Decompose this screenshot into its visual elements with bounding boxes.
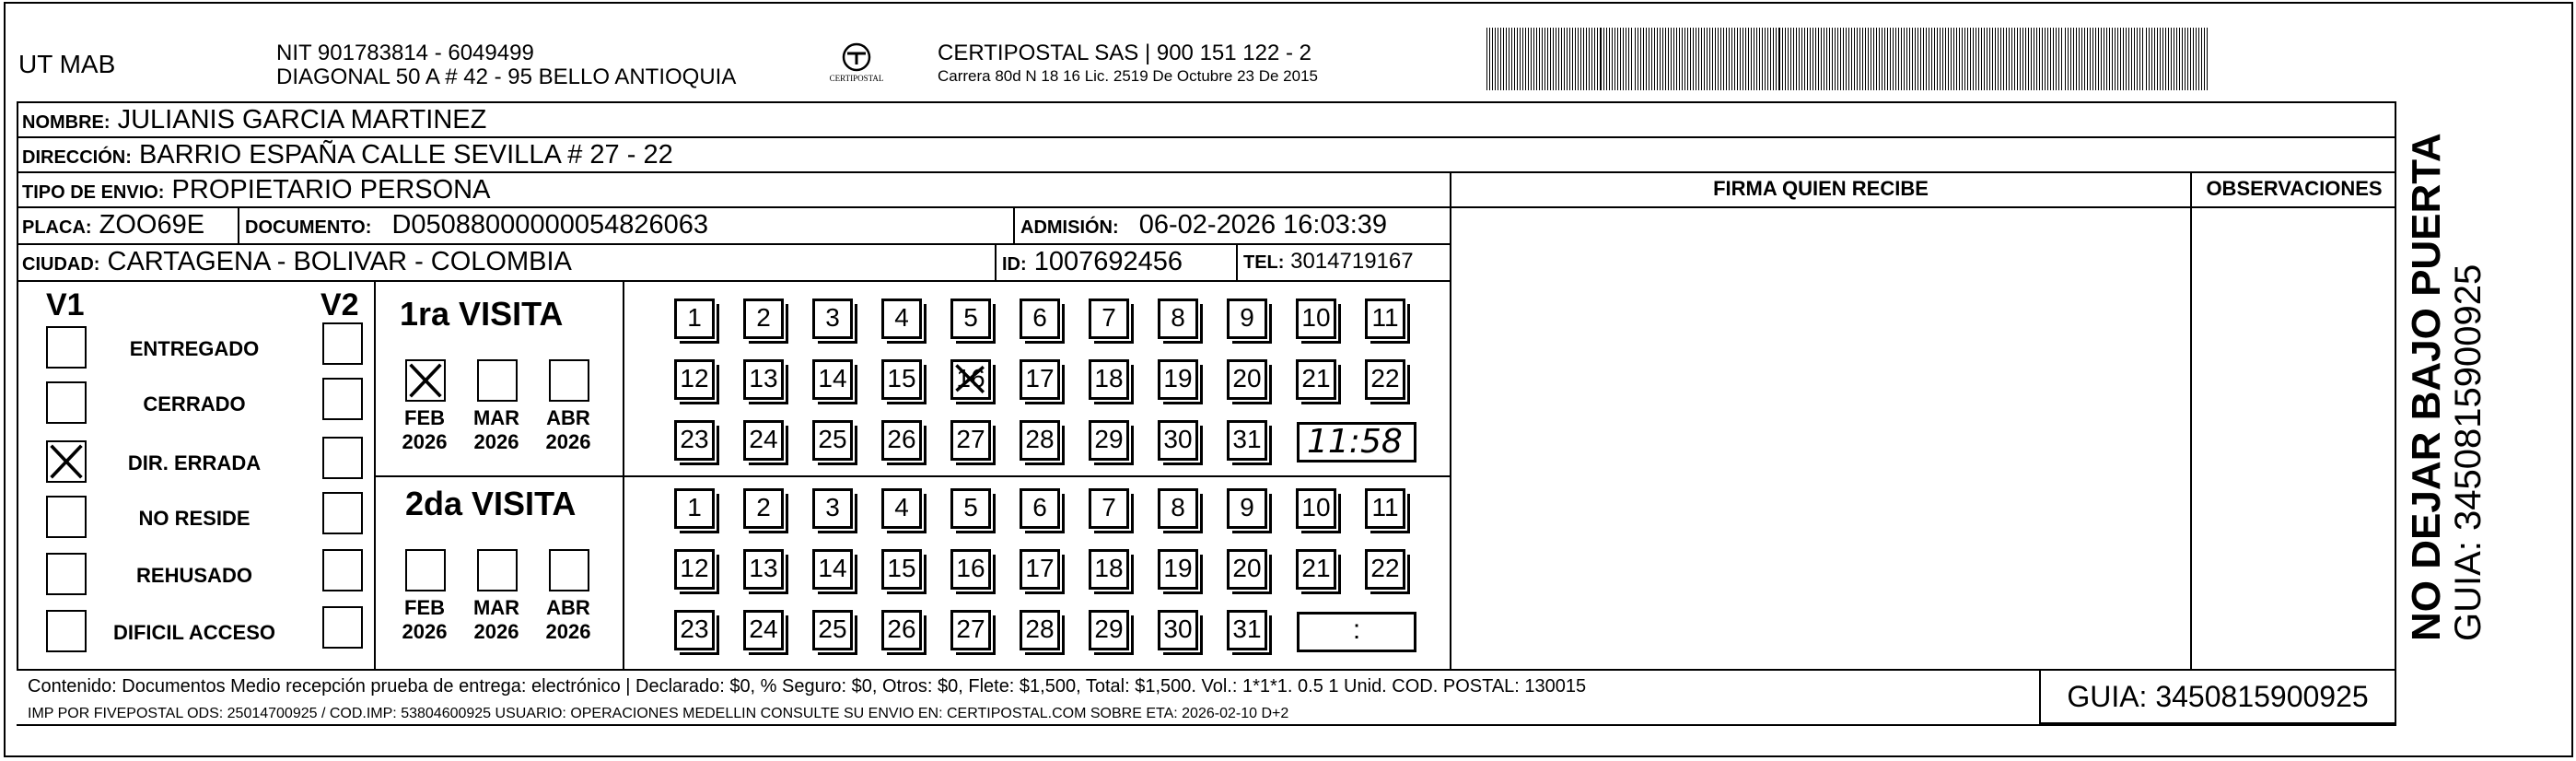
day-number: 22 bbox=[1370, 554, 1400, 582]
day-number: 31 bbox=[1232, 615, 1262, 643]
day-box[interactable] bbox=[1158, 299, 1198, 339]
v2-checkbox[interactable] bbox=[322, 549, 363, 591]
day-number: 12 bbox=[680, 554, 709, 582]
v2-checkbox[interactable] bbox=[322, 437, 363, 479]
day-box[interactable] bbox=[812, 488, 853, 529]
month-year: 2026 bbox=[402, 430, 448, 453]
day-box[interactable] bbox=[812, 610, 853, 650]
day-box[interactable] bbox=[674, 299, 715, 339]
carrier-name: CERTIPOSTAL SAS | 900 151 122 - 2 bbox=[938, 41, 1311, 65]
day-number: 26 bbox=[887, 425, 916, 453]
day-number: 4 bbox=[894, 303, 909, 332]
day-number: 21 bbox=[1301, 364, 1331, 392]
footer-guia: GUIA: 3450815900925 bbox=[2067, 680, 2369, 713]
ciudad-field bbox=[17, 245, 995, 282]
day-number: 15 bbox=[887, 554, 916, 582]
second-visit-time-box bbox=[1297, 612, 1416, 652]
v1-checkbox[interactable] bbox=[46, 326, 87, 369]
month-checkbox[interactable] bbox=[405, 549, 446, 591]
first-visit-time: 11:58 bbox=[1307, 423, 1403, 461]
footer-bottom-line bbox=[17, 724, 2396, 726]
day-box[interactable] bbox=[743, 488, 784, 529]
month-checkbox[interactable] bbox=[477, 359, 518, 402]
admision-value: 06-02-2026 16:03:39 bbox=[1138, 210, 1388, 240]
visit-split-line bbox=[374, 475, 1450, 477]
nombre-value: JULIANIS GARCIA MARTINEZ bbox=[117, 105, 487, 135]
direccion-row bbox=[17, 138, 2396, 173]
ciudad-value: CARTAGENA - BOLIVAR - COLOMBIA bbox=[107, 247, 572, 276]
month-label: ABR bbox=[546, 596, 590, 619]
day-box[interactable] bbox=[1296, 359, 1336, 400]
day-number: 8 bbox=[1171, 303, 1185, 332]
day-box[interactable] bbox=[1158, 359, 1198, 400]
day-box[interactable] bbox=[1227, 488, 1267, 529]
v1-checkbox[interactable] bbox=[46, 440, 87, 483]
day-box[interactable] bbox=[674, 549, 715, 590]
day-box[interactable] bbox=[1365, 488, 1405, 529]
day-box[interactable] bbox=[950, 610, 991, 650]
admision-field bbox=[1013, 208, 1450, 245]
firma-divider bbox=[1451, 206, 2396, 208]
id-label: ID: bbox=[1002, 254, 1027, 275]
day-box[interactable] bbox=[1020, 610, 1060, 650]
sender-address: DIAGONAL 50 A # 42 - 95 BELLO ANTIOQUIA bbox=[276, 64, 737, 89]
day-box[interactable] bbox=[1227, 420, 1267, 461]
reason-label: DIR. ERRADA bbox=[127, 451, 262, 474]
day-number: 13 bbox=[749, 554, 778, 582]
nombre-label: NOMBRE: bbox=[22, 112, 111, 133]
day-number: 14 bbox=[818, 364, 847, 392]
day-box[interactable] bbox=[674, 420, 715, 461]
day-number: 20 bbox=[1232, 554, 1262, 582]
day-number: 4 bbox=[894, 493, 909, 521]
footer-print-info: IMP POR FIVEPOSTAL ODS: 25014700925 / COD.IMP: 53804600925 USUARIO: OPERACIONES MEDELLIN CONSULTE SU ENVIO EN: CERTIPOSTAL.COM SOBRE ETA: 2026-02-10 D+2 bbox=[28, 706, 1289, 721]
first-visit-time-box bbox=[1297, 422, 1416, 462]
month-checkbox[interactable] bbox=[477, 549, 518, 591]
day-box[interactable] bbox=[1020, 488, 1060, 529]
day-box[interactable] bbox=[1089, 549, 1129, 590]
side-warning-text bbox=[2404, 125, 2514, 641]
month-year: 2026 bbox=[545, 620, 591, 643]
tipo-row bbox=[17, 173, 1450, 208]
day-number: 21 bbox=[1301, 554, 1331, 582]
tel-gap bbox=[1450, 173, 1451, 671]
second-visit-time: : bbox=[1352, 615, 1361, 645]
nombre-row bbox=[17, 103, 2396, 138]
reason-label: CERRADO bbox=[143, 392, 246, 416]
month-label: ABR bbox=[546, 406, 590, 429]
day-number: 30 bbox=[1163, 615, 1193, 643]
day-number: 25 bbox=[818, 425, 847, 453]
day-box[interactable] bbox=[881, 420, 922, 461]
day-number: 9 bbox=[1240, 303, 1254, 332]
day-box[interactable] bbox=[950, 359, 991, 400]
day-box[interactable] bbox=[950, 420, 991, 461]
day-number: 2 bbox=[756, 493, 771, 521]
documento-label: DOCUMENTO: bbox=[245, 217, 372, 238]
day-box[interactable] bbox=[1089, 359, 1129, 400]
day-number: 22 bbox=[1370, 364, 1400, 392]
company-name: UT MAB bbox=[18, 50, 116, 78]
day-number: 10 bbox=[1301, 493, 1331, 521]
month-checkbox[interactable] bbox=[549, 359, 589, 402]
first-visit-title: 1ra VISITA bbox=[400, 295, 564, 333]
day-number: 5 bbox=[963, 303, 978, 332]
day-number: 7 bbox=[1102, 493, 1116, 521]
v2-checkbox[interactable] bbox=[322, 606, 363, 649]
day-number: 24 bbox=[749, 615, 778, 643]
day-box[interactable] bbox=[950, 549, 991, 590]
day-number: 23 bbox=[680, 425, 709, 453]
month-label: FEB bbox=[404, 406, 445, 429]
v2-checkbox[interactable] bbox=[322, 378, 363, 420]
day-box[interactable] bbox=[1158, 610, 1198, 650]
carrier-license: Carrera 80d N 18 16 Lic. 2519 De Octubre 23 De 2015 bbox=[938, 67, 1318, 85]
certipostal-logo bbox=[810, 41, 903, 94]
day-box[interactable] bbox=[881, 610, 922, 650]
day-box[interactable] bbox=[1365, 359, 1405, 400]
day-box[interactable] bbox=[1365, 299, 1405, 339]
day-number: 14 bbox=[818, 554, 847, 582]
direccion-label: DIRECCIÓN: bbox=[22, 147, 132, 168]
day-number: 16 bbox=[956, 554, 985, 582]
day-number: 28 bbox=[1025, 425, 1055, 453]
day-box[interactable] bbox=[674, 610, 715, 650]
reason-label: ENTREGADO bbox=[129, 337, 260, 360]
barcode bbox=[1486, 28, 2214, 92]
direccion-value: BARRIO ESPAÑA CALLE SEVILLA # 27 - 22 bbox=[138, 140, 673, 170]
day-box[interactable] bbox=[1296, 488, 1336, 529]
day-box[interactable] bbox=[1227, 549, 1267, 590]
day-box[interactable] bbox=[1296, 549, 1336, 590]
day-box[interactable] bbox=[1020, 420, 1060, 461]
obs-col-line bbox=[2190, 173, 2192, 671]
day-number: 18 bbox=[1094, 554, 1124, 582]
day-box[interactable] bbox=[1020, 549, 1060, 590]
day-number: 29 bbox=[1094, 425, 1124, 453]
day-number: 15 bbox=[887, 364, 916, 392]
day-number: 26 bbox=[887, 615, 916, 643]
day-number: 19 bbox=[1163, 364, 1193, 392]
day-box[interactable] bbox=[743, 359, 784, 400]
day-box[interactable] bbox=[1089, 299, 1129, 339]
tipo-label: TIPO DE ENVIO: bbox=[22, 182, 165, 203]
footer-content: Contenido: Documentos Medio recepción prueba de entrega: electrónico | Declarado: $0, % Seguro: $0, Otros: $0, Flete: $1,500, Total: $1,500. Vol.: 1*1*1. 0.5 1 Unid. COD. POSTAL: 130015 bbox=[28, 676, 1587, 697]
day-number: 11 bbox=[1371, 303, 1399, 332]
reason-label: REHUSADO bbox=[136, 564, 252, 587]
day-box[interactable] bbox=[1227, 299, 1267, 339]
day-number: 24 bbox=[749, 425, 778, 453]
v1-checkbox[interactable] bbox=[46, 381, 87, 424]
v2-label: V2 bbox=[321, 287, 359, 322]
day-number: 8 bbox=[1171, 493, 1185, 521]
day-box[interactable] bbox=[674, 488, 715, 529]
day-number: 3 bbox=[825, 493, 840, 521]
tipo-value: PROPIETARIO PERSONA bbox=[171, 175, 491, 205]
day-box[interactable] bbox=[812, 549, 853, 590]
day-box[interactable] bbox=[1296, 299, 1336, 339]
no-dejar-label: NO DEJAR BAJO PUERTA bbox=[2404, 133, 2449, 641]
day-box[interactable] bbox=[881, 488, 922, 529]
day-box[interactable] bbox=[950, 488, 991, 529]
day-box[interactable] bbox=[1227, 359, 1267, 400]
day-box[interactable] bbox=[1089, 420, 1129, 461]
id-value: 1007692456 bbox=[1033, 247, 1183, 276]
day-number: 17 bbox=[1025, 364, 1055, 392]
month-label: FEB bbox=[404, 596, 445, 619]
day-box[interactable] bbox=[1020, 359, 1060, 400]
month-year: 2026 bbox=[473, 620, 519, 643]
tel-value: 3014719167 bbox=[1290, 249, 1414, 274]
day-box[interactable] bbox=[743, 610, 784, 650]
second-visit-title: 2da VISITA bbox=[405, 485, 577, 522]
day-box[interactable] bbox=[1227, 610, 1267, 650]
day-number: 5 bbox=[963, 493, 978, 521]
placa-field bbox=[17, 208, 238, 245]
nit-text: NIT 901783814 - 6049499 bbox=[276, 41, 534, 65]
day-number: 25 bbox=[818, 615, 847, 643]
side-guia: GUIA: 3450815900925 bbox=[2448, 263, 2489, 641]
day-number: 13 bbox=[749, 364, 778, 392]
day-box[interactable] bbox=[1158, 549, 1198, 590]
day-box[interactable] bbox=[743, 299, 784, 339]
day-number: 23 bbox=[680, 615, 709, 643]
day-box[interactable] bbox=[1089, 488, 1129, 529]
day-box[interactable] bbox=[881, 359, 922, 400]
day-box[interactable] bbox=[950, 299, 991, 339]
day-number: 12 bbox=[680, 364, 709, 392]
day-box[interactable] bbox=[881, 549, 922, 590]
day-box[interactable] bbox=[812, 359, 853, 400]
day-number: 1 bbox=[687, 303, 702, 332]
day-number: 10 bbox=[1301, 303, 1331, 332]
month-year: 2026 bbox=[473, 430, 519, 453]
documento-field bbox=[238, 208, 1013, 245]
reason-label: DIFICIL ACCESO bbox=[112, 621, 275, 644]
day-box[interactable] bbox=[1020, 299, 1060, 339]
documento-value: D05088000000054826063 bbox=[391, 210, 708, 240]
day-number: 1 bbox=[687, 493, 702, 521]
day-number: 27 bbox=[956, 425, 985, 453]
admision-label: ADMISIÓN: bbox=[1020, 217, 1119, 238]
month-year: 2026 bbox=[402, 620, 448, 643]
placa-value: ZOO69E bbox=[99, 210, 205, 240]
day-number: 3 bbox=[825, 303, 840, 332]
day-box[interactable] bbox=[743, 549, 784, 590]
day-box[interactable] bbox=[674, 359, 715, 400]
day-number: 29 bbox=[1094, 615, 1124, 643]
day-number: 31 bbox=[1232, 425, 1262, 453]
day-box[interactable] bbox=[743, 420, 784, 461]
v1-checkbox[interactable] bbox=[46, 553, 87, 595]
reason-label: NO RESIDE bbox=[138, 507, 251, 530]
day-box[interactable] bbox=[1158, 488, 1198, 529]
day-box[interactable] bbox=[812, 299, 853, 339]
tel-label: TEL: bbox=[1243, 252, 1285, 273]
day-number: 19 bbox=[1163, 554, 1193, 582]
day-box[interactable] bbox=[812, 420, 853, 461]
v2-checkbox[interactable] bbox=[322, 492, 363, 534]
day-number: 11 bbox=[1371, 493, 1399, 521]
day-number: 7 bbox=[1102, 303, 1116, 332]
logo-text: CERTIPOSTAL bbox=[829, 74, 884, 83]
month-checkbox[interactable] bbox=[405, 359, 446, 402]
day-number: 6 bbox=[1032, 493, 1047, 521]
placa-label: PLACA: bbox=[22, 217, 92, 238]
day-number: 6 bbox=[1032, 303, 1047, 332]
tel-field bbox=[1236, 245, 1450, 282]
id-field bbox=[995, 245, 1236, 282]
month-label: MAR bbox=[472, 596, 520, 619]
ciudad-label: CIUDAD: bbox=[22, 254, 100, 275]
day-number: 20 bbox=[1232, 364, 1262, 392]
day-number: 30 bbox=[1163, 425, 1193, 453]
month-checkbox[interactable] bbox=[549, 549, 589, 591]
v2-checkbox[interactable] bbox=[322, 322, 363, 365]
day-box[interactable] bbox=[1158, 420, 1198, 461]
day-number: 16 bbox=[956, 364, 985, 392]
month-year: 2026 bbox=[545, 430, 591, 453]
day-number: 17 bbox=[1025, 554, 1055, 582]
v1-label: V1 bbox=[46, 287, 85, 322]
firma-header: FIRMA QUIEN RECIBE bbox=[1713, 177, 1929, 200]
day-number: 18 bbox=[1094, 364, 1124, 392]
day-box[interactable] bbox=[1365, 549, 1405, 590]
day-number: 28 bbox=[1025, 615, 1055, 643]
day-number: 27 bbox=[956, 615, 985, 643]
v1-checkbox[interactable] bbox=[46, 610, 87, 652]
month-label: MAR bbox=[472, 406, 520, 429]
observaciones-header: OBSERVACIONES bbox=[2206, 177, 2383, 200]
day-number: 9 bbox=[1240, 493, 1254, 521]
day-number: 2 bbox=[756, 303, 771, 332]
day-box[interactable] bbox=[1089, 610, 1129, 650]
v1-checkbox[interactable] bbox=[46, 496, 87, 538]
day-box[interactable] bbox=[881, 299, 922, 339]
